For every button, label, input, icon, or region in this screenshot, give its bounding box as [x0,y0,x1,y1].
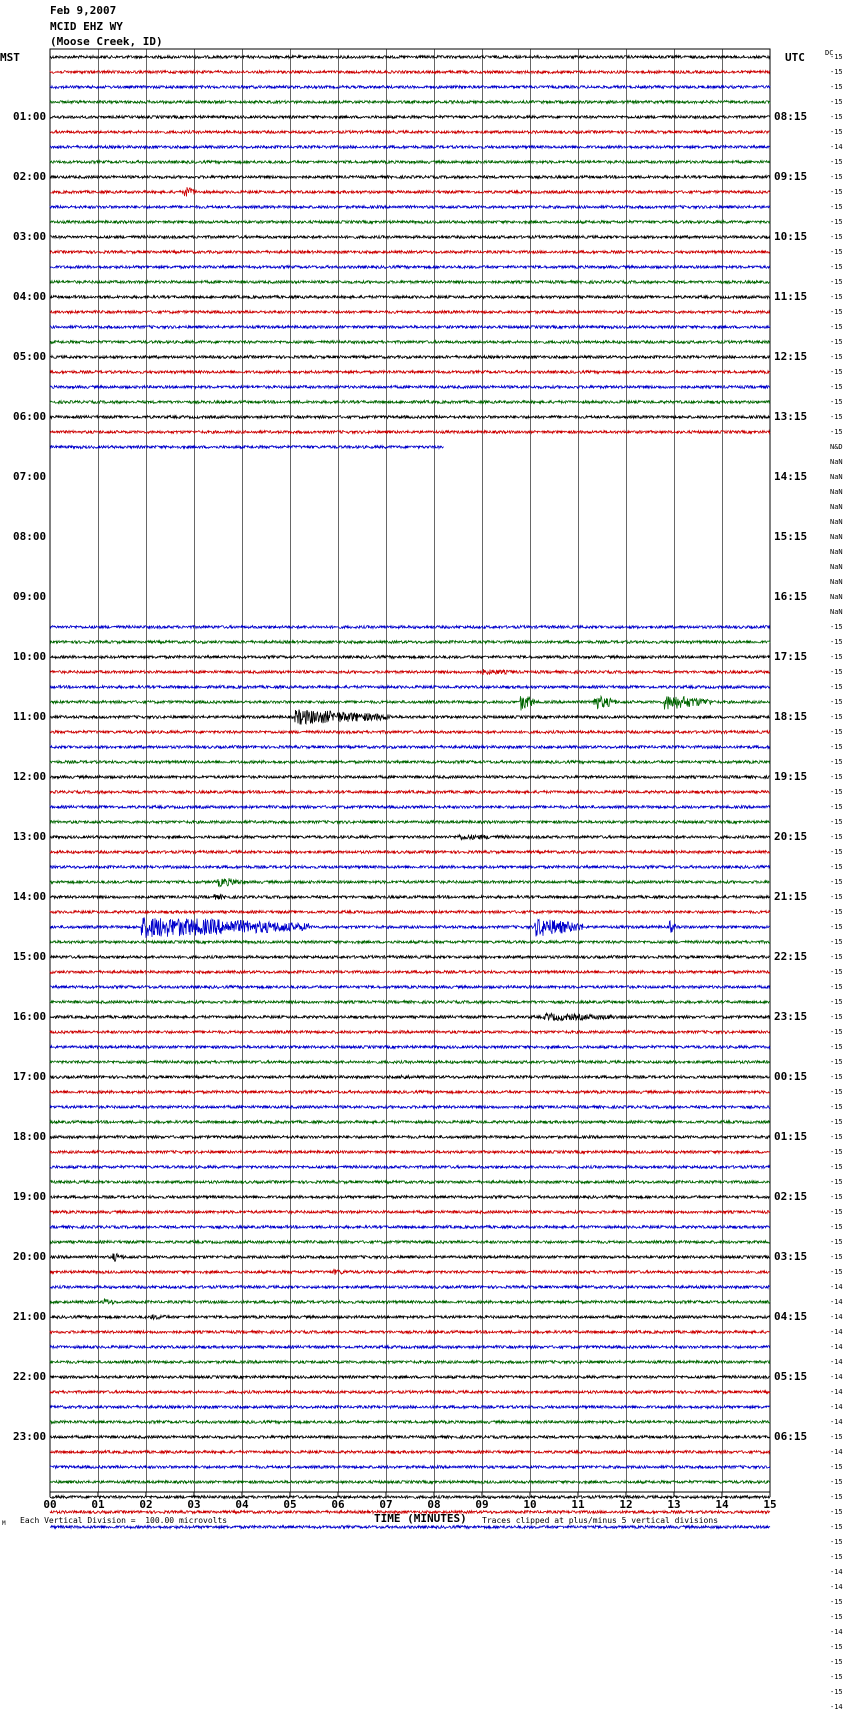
x-tick-label: 15 [763,1498,777,1511]
dc-offset-label: -15 [830,1463,843,1471]
trace-line [50,1436,770,1439]
dc-offset-label: -15 [830,1658,843,1666]
trace-line [50,835,770,840]
trace-line [50,101,770,104]
plot-frame [50,49,770,1492]
utc-hour-label: 08:15 [774,110,808,123]
trace-line [50,821,770,824]
dc-offset-label: NaN [830,533,843,541]
dc-offset-label: -15 [830,1073,843,1081]
x-axis-title: TIME (MINUTES) [374,1512,467,1525]
dc-offset-label: -15 [830,368,843,376]
dc-offset-label: -15 [830,98,843,106]
dc-offset-label: -14 [830,1313,843,1321]
trace-line [50,1001,770,1004]
trace-line [50,1406,770,1409]
trace-line [50,1346,770,1349]
clip-note: Traces clipped at plus/minus 5 vertical divisions [482,1516,719,1525]
utc-hour-label: 05:15 [774,1370,808,1383]
trace-line [50,656,770,659]
trace-line [50,1091,770,1094]
dc-offset-label: -15 [830,158,843,166]
trace-line [50,1421,770,1424]
dc-offset-label: N&D [830,443,843,451]
dc-offset-label: -15 [830,398,843,406]
dc-offset-label: -15 [830,743,843,751]
mst-hour-label: 14:00 [13,890,47,903]
vertical-scale-note: Each Vertical Division = 100.00 microvolts [20,1516,228,1525]
dc-offset-label: -15 [830,188,843,196]
dc-offset-label: -15 [830,923,843,931]
mst-hour-label: 01:00 [13,110,47,123]
trace-line [50,116,770,119]
dc-offset-label: -15 [830,1103,843,1111]
utc-hour-label: 21:15 [774,890,808,903]
x-tick-label: 10 [523,1498,537,1511]
dc-offset-label: -15 [830,653,843,661]
trace-line [50,56,770,59]
trace-line [50,1226,770,1229]
dc-offset-label: -14 [830,1283,843,1291]
dc-offset-label: -15 [830,833,843,841]
dc-offset-label: -15 [830,893,843,901]
trace-line [50,1181,770,1184]
trace-line [50,1196,770,1199]
dc-offset-label: -15 [830,413,843,421]
trace-line [50,917,770,937]
trace-line [50,206,770,209]
dc-offset-label: -15 [830,998,843,1006]
dc-offset-label: -15 [830,1178,843,1186]
x-tick-label: 13 [667,1498,681,1511]
dc-offset-label: -15 [830,308,843,316]
dc-offset-label: -15 [830,953,843,961]
dc-offset-label: -15 [830,983,843,991]
mst-hour-label: 23:00 [13,1430,47,1443]
dc-offset-label: -15 [830,1208,843,1216]
dc-offset-label: NaN [830,458,843,466]
trace-line [50,776,770,779]
x-tick-label: 00 [43,1498,57,1511]
utc-hour-label: 16:15 [774,590,808,603]
x-tick-label: 03 [187,1498,201,1511]
dc-offset-label: NaN [830,593,843,601]
mst-hour-label: 22:00 [13,1370,47,1383]
trace-line [50,131,770,134]
dc-offset-label: -15 [830,1223,843,1231]
dc-offset-label: -15 [830,1193,843,1201]
trace-line [50,1253,770,1261]
dc-offset-label: -15 [830,638,843,646]
x-tick-label: 09 [475,1498,489,1511]
trace-line [50,251,770,254]
trace-line [50,1075,770,1079]
trace-line [50,894,770,900]
utc-hour-label: 17:15 [774,650,808,663]
trace-line [50,1481,770,1484]
dc-offset-label: -14 [830,1628,843,1636]
trace-line [50,1013,770,1020]
x-tick-label: 02 [139,1498,153,1511]
dc-offset-label: -15 [830,908,843,916]
dc-offset-label: -15 [830,323,843,331]
dc-offset-label: -15 [830,1133,843,1141]
trace-line [50,266,770,269]
dc-offset-label: -14 [830,1568,843,1576]
utc-hour-label: 00:15 [774,1070,808,1083]
x-tick-label: 14 [715,1498,729,1511]
dc-offset-label: -15 [830,53,843,61]
dc-offset-label: NaN [830,578,843,586]
plot-date: Feb 9,2007 [50,4,117,17]
trace-line [50,1151,770,1154]
dc-offset-label: -15 [830,1013,843,1021]
dc-offset-label: -15 [830,1478,843,1486]
trace-line [50,791,770,794]
mst-hour-label: 08:00 [13,530,47,543]
trace-line [50,1166,770,1169]
dc-offset-label: -15 [830,788,843,796]
utc-hour-label: 04:15 [774,1310,808,1323]
right-axis-title: UTC [785,51,805,64]
dc-offset-label: -14 [830,1583,843,1591]
dc-offset-label: -15 [830,698,843,706]
utc-hour-label: 19:15 [774,770,808,783]
trace-line [50,1286,770,1289]
utc-hour-label: 03:15 [774,1250,808,1263]
dc-offset-label: NaN [830,503,843,511]
dc-offset-label: -15 [830,1238,843,1246]
dc-offset-label: -15 [830,968,843,976]
dc-offset-label: -15 [830,1163,843,1171]
dc-offset-label: -15 [830,1538,843,1546]
trace-line [50,1061,770,1064]
x-tick-label: 04 [235,1498,249,1511]
trace-line [50,971,770,974]
mst-hour-label: 17:00 [13,1070,47,1083]
mst-hour-label: 20:00 [13,1250,47,1263]
utc-hour-label: 20:15 [774,830,808,843]
x-tick-label: 07 [379,1498,393,1511]
trace-line [50,71,770,74]
mst-hour-label: 09:00 [13,590,47,603]
dc-offset-label: -15 [830,203,843,211]
trace-line [50,1361,770,1364]
trace-line [50,1376,770,1379]
trace-line [50,710,770,725]
dc-offset-label: NaN [830,608,843,616]
mst-hour-label: 10:00 [13,650,47,663]
dc-offset-label: -15 [830,878,843,886]
dc-offset-label: -15 [830,1598,843,1606]
utc-hour-label: 10:15 [774,230,808,243]
dc-offset-label: -14 [830,1358,843,1366]
trace-line [50,221,770,224]
dc-offset-label: -15 [830,1028,843,1036]
dc-offset-label: -15 [830,218,843,226]
dc-offset-label: -15 [830,113,843,121]
dc-offset-label: -15 [830,1493,843,1501]
trace-line [50,1031,770,1034]
dc-offset-label: -15 [830,1688,843,1696]
dc-offset-label: -14 [830,1328,843,1336]
dc-offset-label: NaN [830,563,843,571]
dc-offset-label: -15 [830,1508,843,1516]
trace-line [50,1466,770,1469]
dc-offset-label: -15 [830,353,843,361]
utc-hour-label: 13:15 [774,410,808,423]
dc-offset-label: -15 [830,683,843,691]
trace-line [50,236,770,239]
dc-offset-label: -15 [830,293,843,301]
trace-line [50,878,770,886]
trace-line [50,1106,770,1109]
dc-offset-label: -15 [830,1268,843,1276]
dc-offset-label: NaN [830,548,843,556]
utc-hour-label: 06:15 [774,1430,808,1443]
dc-offset-label: -14 [830,1298,843,1306]
utc-hour-label: 02:15 [774,1190,808,1203]
trace-line [50,146,770,149]
trace-line [50,431,770,434]
trace-line [50,416,770,419]
trace-line [50,911,770,914]
trace-line [50,326,770,329]
trace-line [50,386,770,389]
trace-line [50,956,770,959]
mst-hour-label: 02:00 [13,170,47,183]
trace-line [50,1391,770,1394]
trace-line [50,161,770,164]
dc-offset-label: -15 [830,248,843,256]
dc-offset-label: -15 [830,803,843,811]
dc-offset-label: -15 [830,818,843,826]
dc-offset-label: -15 [830,848,843,856]
mst-hour-label: 16:00 [13,1010,47,1023]
x-tick-label: 08 [427,1498,441,1511]
trace-line [50,1331,770,1334]
mst-hour-label: 19:00 [13,1190,47,1203]
trace-line [50,806,770,809]
trace-line [50,866,770,869]
mst-hour-label: 11:00 [13,710,47,723]
dc-offset-label: -15 [830,773,843,781]
utc-hour-label: 23:15 [774,1010,808,1023]
trace-line [50,371,770,374]
mst-hour-label: 07:00 [13,470,47,483]
utc-hour-label: 14:15 [774,470,808,483]
dc-offset-label: NaN [830,488,843,496]
trace-line [50,446,444,449]
dc-offset-label: -15 [830,728,843,736]
trace-line [50,669,770,675]
dc-offset-label: -15 [830,68,843,76]
x-tick-label: 06 [331,1498,345,1511]
station-location: (Moose Creek, ID) [50,35,163,48]
dc-offset-label: -15 [830,1643,843,1651]
trace-line [50,86,770,89]
dc-offset-label: -14 [830,1448,843,1456]
corner-mark: M [2,1520,6,1527]
dc-offset-label: -15 [830,1553,843,1561]
trace-line [50,176,770,179]
mst-hour-label: 06:00 [13,410,47,423]
dc-offset-title: DC [825,49,834,57]
dc-offset-label: -15 [830,1613,843,1621]
trace-line [50,1526,770,1529]
trace-line [50,281,770,284]
trace-line [50,941,770,944]
trace-line [50,341,770,344]
dc-offset-label: -15 [830,863,843,871]
trace-line [50,311,770,314]
mst-hour-label: 21:00 [13,1310,47,1323]
dc-offset-label: NaN [830,518,843,526]
dc-offset-label: -15 [830,623,843,631]
dc-offset-label: -15 [830,1253,843,1261]
dc-offset-label: NaN [830,473,843,481]
trace-line [50,851,770,854]
dc-offset-label: -15 [830,1148,843,1156]
dc-offset-label: -15 [830,713,843,721]
dc-offset-label: -15 [830,338,843,346]
trace-line [50,1269,770,1275]
trace-line [50,761,770,764]
trace-line [50,1451,770,1454]
trace-line [50,1121,770,1124]
dc-offset-label: -14 [830,1388,843,1396]
utc-hour-label: 18:15 [774,710,808,723]
station-code: MCID EHZ WY [50,20,123,33]
dc-offset-label: -15 [830,1673,843,1681]
utc-hour-label: 12:15 [774,350,808,363]
dc-offset-label: -15 [830,428,843,436]
dc-offset-label: -15 [830,128,843,136]
utc-hour-label: 22:15 [774,950,808,963]
trace-line [50,1299,770,1305]
mst-hour-label: 03:00 [13,230,47,243]
dc-offset-label: -15 [830,1523,843,1531]
dc-offset-label: -14 [830,1403,843,1411]
utc-hour-label: 01:15 [774,1130,808,1143]
utc-hour-label: 15:15 [774,530,808,543]
dc-offset-label: -15 [830,758,843,766]
trace-line [50,296,770,299]
mst-hour-label: 05:00 [13,350,47,363]
trace-line [50,401,770,404]
trace-line [50,746,770,749]
dc-offset-label: -15 [830,1043,843,1051]
dc-offset-label: -15 [830,668,843,676]
x-tick-label: 11 [571,1498,585,1511]
dc-offset-label: -14 [830,1703,843,1711]
left-axis-title: MST [0,51,20,64]
x-tick-label: 05 [283,1498,297,1511]
mst-hour-label: 15:00 [13,950,47,963]
dc-offset-label: -15 [830,173,843,181]
trace-line [50,986,770,989]
dc-offset-label: -15 [830,1088,843,1096]
trace-line [50,731,770,734]
mst-hour-label: 04:00 [13,290,47,303]
dc-offset-label: -15 [830,233,843,241]
dc-offset-label: -14 [830,1343,843,1351]
trace-line [50,641,770,644]
trace-line [50,1211,770,1214]
mst-hour-label: 13:00 [13,830,47,843]
dc-offset-label: -15 [830,938,843,946]
dc-offset-label: -15 [830,1118,843,1126]
dc-offset-label: -15 [830,83,843,91]
trace-line [50,626,770,629]
dc-offset-label: -14 [830,1373,843,1381]
trace-line [50,696,770,710]
trace-line [50,356,770,359]
mst-hour-label: 12:00 [13,770,47,783]
x-tick-label: 12 [619,1498,633,1511]
mst-hour-label: 18:00 [13,1130,47,1143]
dc-offset-label: -15 [830,383,843,391]
utc-hour-label: 11:15 [774,290,808,303]
trace-line [50,1046,770,1049]
dc-offset-label: -14 [830,1418,843,1426]
trace-line [50,1496,770,1499]
dc-offset-label: -15 [830,1058,843,1066]
trace-line [50,187,770,196]
dc-offset-label: -15 [830,263,843,271]
dc-offset-label: -14 [830,143,843,151]
trace-line [50,686,770,689]
dc-offset-label: -15 [830,1433,843,1441]
utc-hour-label: 09:15 [774,170,808,183]
x-tick-label: 01 [91,1498,105,1511]
trace-line [50,1136,770,1139]
dc-offset-label: -15 [830,278,843,286]
trace-line [50,1314,770,1319]
trace-line [50,1241,770,1244]
